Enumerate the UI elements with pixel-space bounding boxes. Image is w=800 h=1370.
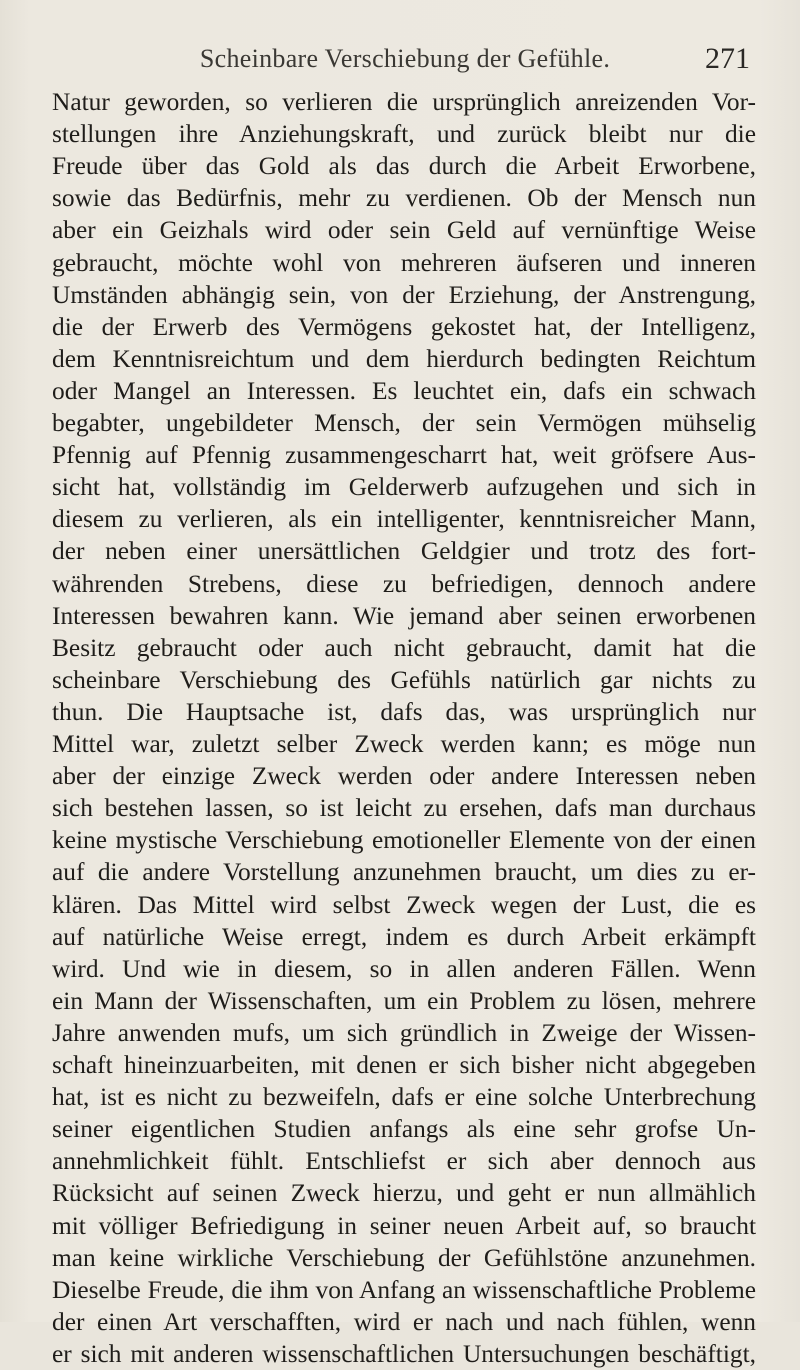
text-line: Dieselbe Freude, die ihm von Anfang an wissenschaftliche Probleme [52, 1275, 756, 1304]
text-line: aber ein Geizhals wird oder sein Geld auf vernünftige Weise [52, 216, 756, 245]
text-line: mit völliger Befriedigung in seiner neuen Arbeit auf, so braucht [52, 1211, 756, 1240]
text-line: währenden Strebens, diese zu befriedigen, dennoch andere [52, 569, 756, 598]
text-line: auf natürliche Weise erregt, indem es durch Arbeit erkämpft [52, 922, 756, 951]
text-line: Besitz gebraucht oder auch nicht gebraucht, damit hat die [52, 633, 756, 662]
text-line: der einen Art verschafften, wird er nach und nach fühlen, wenn [52, 1307, 756, 1336]
text-line: wird. Und wie in diesem, so in allen anderen Fällen. Wenn [52, 954, 756, 983]
text-line: man keine wirkliche Verschiebung der Gefühlstöne anzunehmen. [52, 1243, 756, 1272]
text-line: begabter, ungebildeter Mensch, der sein Vermögen mühselig [52, 409, 756, 437]
text-line: aber der einzige Zweck werden oder andere Interessen neben [52, 762, 756, 791]
text-line: Pfennig auf Pfennig zusammengescharrt hat, weit gröfsere Aus- [52, 441, 756, 470]
text-line: sicht hat, vollständig im Gelderwerb aufzugehen und sich in [52, 473, 756, 502]
text-line: ein Mann der Wissenschaften, um ein Problem zu lösen, mehrere [52, 986, 756, 1015]
running-title: Scheinbare Verschiebung der Gefühle. [199, 44, 611, 73]
text-line: annehmlichkeit fühlt. Entschliefst er sich aber dennoch aus [52, 1147, 756, 1176]
page-number: 271 [705, 42, 750, 75]
text-line: Interessen bewahren kann. Wie jemand aber seinen erworbenen [52, 601, 756, 630]
text-line: stellungen ihre Anziehungskraft, und zurück bleibt nur die [52, 120, 756, 149]
text-line: klären. Das Mittel wird selbst Zweck wegen der Lust, die es [52, 890, 756, 919]
text-line: Umständen abhängig sein, von der Erziehung, der Anstrengung, [52, 280, 756, 309]
text-line: gebraucht, möchte wohl von mehreren äufseren und inneren [52, 248, 756, 277]
text-line: seiner eigentlichen Studien anfangs als eine sehr grofse Un- [52, 1115, 756, 1144]
text-line: keine mystische Verschiebung emotioneller Elemente von der einen [52, 826, 756, 855]
text-line: sich bestehen lassen, so ist leicht zu ersehen, dafs man durchaus [52, 794, 756, 823]
text-line: schaft hineinzuarbeiten, mit denen er sich bisher nicht abgegeben [52, 1051, 756, 1079]
text-line: der neben einer unersättlichen Geldgier und trotz des fort- [52, 537, 756, 566]
text-line: er sich mit anderen wissenschaftlichen Untersuchungen beschäftigt, [52, 1339, 756, 1368]
text-line: sowie das Bedürfnis, mehr zu verdienen. Ob der Mensch nun [52, 184, 756, 213]
text-line: Freude über das Gold als das durch die Arbeit Erworbene, [52, 152, 756, 181]
text-line: Rücksicht auf seinen Zweck hierzu, und geht er nun allmählich [52, 1179, 756, 1208]
text-line: scheinbare Verschiebung des Gefühls natürlich gar nichts zu [52, 665, 756, 694]
text-line: dem Kenntnisreichtum und dem hierdurch bedingten Reichtum [52, 344, 756, 373]
text-line: Natur geworden, so verlieren die ursprünglich anreizenden Vor- [52, 88, 756, 116]
text-line: die der Erwerb des Vermögens gekostet hat, der Intelligenz, [52, 312, 756, 341]
text-line: auf die andere Vorstellung anzunehmen braucht, um dies zu er- [52, 858, 756, 887]
text-line: diesem zu verlieren, als ein intelligenter, kenntnisreicher Mann, [52, 505, 756, 534]
text-line: hat, ist es nicht zu bezweifeln, dafs er eine solche Unterbrechung [52, 1083, 756, 1112]
text-line: Jahre anwenden mufs, um sich gründlich in Zweige der Wissen- [52, 1018, 756, 1047]
text-line: thun. Die Hauptsache ist, dafs das, was ursprünglich nur [52, 697, 756, 726]
text-line: oder Mangel an Interessen. Es leuchtet ein, dafs ein schwach [52, 376, 756, 405]
page-header [0, 42, 800, 82]
text-line: Mittel war, zuletzt selber Zweck werden kann; es möge nun [52, 730, 756, 758]
